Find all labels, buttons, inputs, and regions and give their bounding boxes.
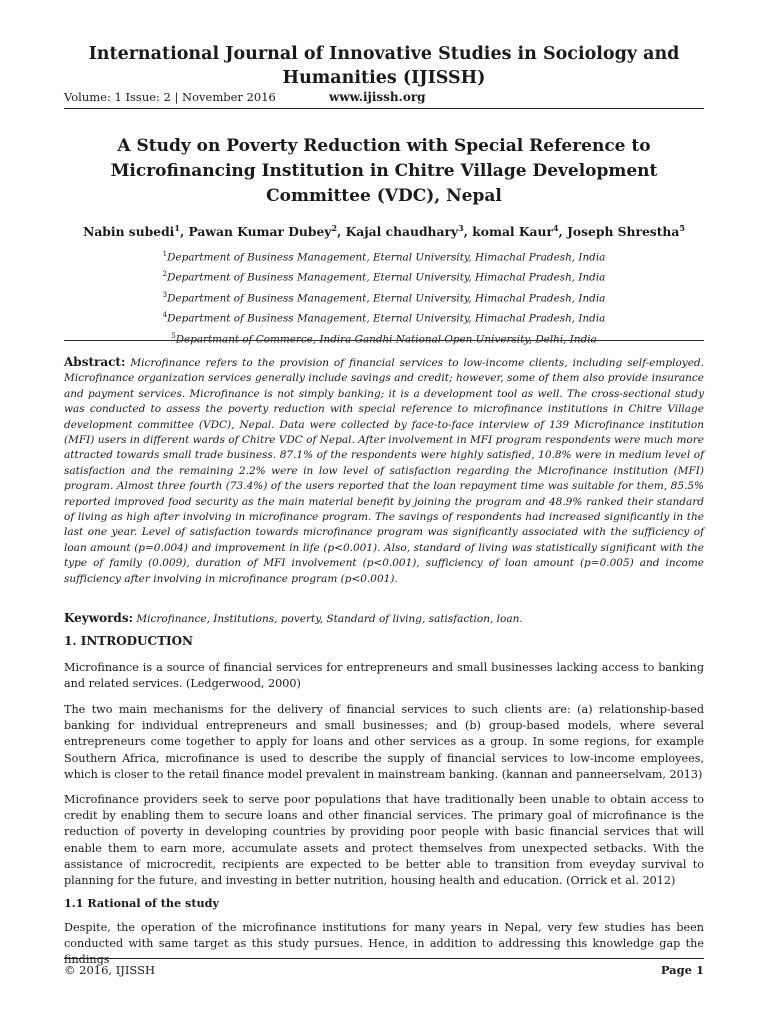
affiliation-text: Department of Business Management, Eternal University, Himachal Pradesh, India (167, 312, 606, 325)
footer-rule (64, 958, 704, 959)
author-list: Nabin subedi$^1$, Pawan Kumar Dubey$^2$, Kajal chaudhary$^3$, komal Kaur$^4$, Joseph Shrestha$^5$ (83, 223, 685, 240)
affiliation-mark: 2 (162, 270, 168, 279)
intro-paragraph-1: Microfinance is a source of financial services for entrepreneurs and small businesses lacking access to banking and related services. (Ledgerwood, 2000) (64, 661, 704, 691)
author-affil-mark: 1 (174, 223, 180, 233)
volume-issue: Volume: 1 Issue: 2 | November 2016 (64, 90, 276, 104)
affiliation-text: Department of Business Management, Eternal University, Himachal Pradesh, India (167, 251, 606, 264)
page-number: Page 1 (660, 963, 704, 977)
section-heading-introduction: 1. INTRODUCTION (64, 634, 194, 648)
affiliation-line (64, 307, 704, 327)
keywords-label: Keywords: (64, 611, 134, 625)
keywords-text: Microfinance, Institutions, poverty, Standard of living, satisfaction, loan. (136, 613, 523, 625)
affiliation-mark: 3 (162, 290, 168, 299)
affiliation-mark: 5 (171, 331, 176, 340)
affiliation-mark: 1 (162, 250, 168, 258)
intro-paragraph-3: Microfinance providers seek to serve poor populations that have traditionally been unable to obtain access to credit by enabling them to secure loans and other financial services. The primary goal of microfinance is the reduction of poverty in developing countries by providing poor people with basic financial services that will enable them to earn more, accumulate assets and protect themselves from unexpected setbacks. With the assistance of microcredit, recipients are expected to be better able to transition from eveyday survival to planning for the future, and investing in better nutrition, housing health and education. (Orrick et al. 2012) (64, 793, 704, 888)
author-name: Joseph Shrestha (567, 224, 680, 240)
author-name: komal Kaur (472, 224, 553, 240)
paper-page (64, 0, 704, 1024)
author-name: Pawan Kumar Dubey (188, 224, 332, 240)
author-affil-mark: 3 (458, 223, 464, 233)
header-meta (64, 90, 704, 106)
affiliation-text: Department of Business Management, Eternal University, Himachal Pradesh, India (167, 271, 606, 284)
author-affil-mark: 5 (679, 223, 685, 233)
intro-paragraph-2: The two main mechanisms for the delivery of financial services to such clients are: (a) relationship-based banking for individual entrepreneurs and small businesses; and (b) group-based models, where several entrepreneurs come together to apply for loans and other services as a group. In some regions, for example Southern Africa, microfinance is used to describe the supply of financial services to low-income employees, which is closer to the retail finance model prevalent in mainstream banking. (kannan and panneerselvam, 2013) (64, 703, 704, 781)
author-name: Nabin subedi (83, 224, 175, 240)
affiliation-line (64, 328, 704, 348)
author-name: Kajal chaudhary (345, 224, 459, 240)
affiliation-list (64, 246, 704, 348)
affiliation-text: Departmant of Commerce, Indira Gandhi National Open University, Delhi, India (175, 333, 597, 346)
affiliation-line (64, 246, 704, 266)
affiliation-text: Department of Business Management, Eternal University, Himachal Pradesh, India (167, 292, 606, 305)
paper-title: A Study on Poverty Reduction with Special Reference to Microfinancing Institution in Chitre Village Development Committee (VDC), Nepal (110, 136, 658, 206)
rational-paragraph-1: Despite, the operation of the microfinance institutions for many years in Nepal, very few studies has been conducted with same target as this study pursues. Hence, in addition to addressing this knowledge gap the findings (64, 921, 704, 967)
journal-title: International Journal of Innovative Studies in Sociology and Humanities (IJISSH) (88, 44, 680, 88)
copyright-notice: © 2016, IJISSH (64, 963, 156, 977)
abstract-text: Microfinance refers to the provision of financial services to low-income clients, including self-employed. Microfinance organization services generally include savings and credit; however, some of them also provide insurance and payment services. Microfinance is not simply banking; it is a development tool as well. The cross-sectional study was conducted to assess the poverty reduction with special reference to microfinance institutions in Chitre Village development committee (VDC), Nepal. Data were collected by face-to-face interview of 139 Microfinance institution (MFI) users in different wards of Chitre VDC of Nepal. After involvement in MFI program respondents were much more attracted towards small trade business. 87.1% of the respondents were highly satisfied, 10.8% were in medium level of satisfaction and the remaining 2.2% were in low level of satisfaction regarding the Microfinance institution (MFI) program. Almost three fourth (73.4%) of the users reported that the loan repayment time was suitable for them, 85.5% reported improved food security as the main material benefit by joining the program and 48.9% ranked their standard of living as high after involving in microfinance program. The savings of respondents had increased significantly in the last one year. Level of satisfaction towards microfinance program was significantly associated with the sufficiency of loan amount (p=0.004) and improvement in life (p<0.001). Also, standard of living was statistically significant with the type of family (0.009), duration of MFI involvement (p<0.001), sufficiency of loan amount (p=0.005) and income sufficiency after involving in microfinance program (p<0.001). (64, 357, 704, 585)
affiliation-mark: 4 (162, 311, 168, 320)
website-link[interactable]: www.ijissh.org (329, 90, 426, 104)
affiliation-rule (64, 340, 704, 341)
author-affil-mark: 4 (552, 223, 559, 233)
affiliation-line (64, 287, 704, 307)
keywords (64, 611, 704, 625)
affiliation-line (64, 266, 704, 286)
subsection-heading-rational: 1.1 Rational of the study (64, 896, 219, 910)
author-affil-mark: 2 (331, 223, 338, 233)
header-rule (64, 108, 704, 109)
abstract (64, 355, 704, 587)
abstract-label: Abstract: (64, 355, 126, 369)
